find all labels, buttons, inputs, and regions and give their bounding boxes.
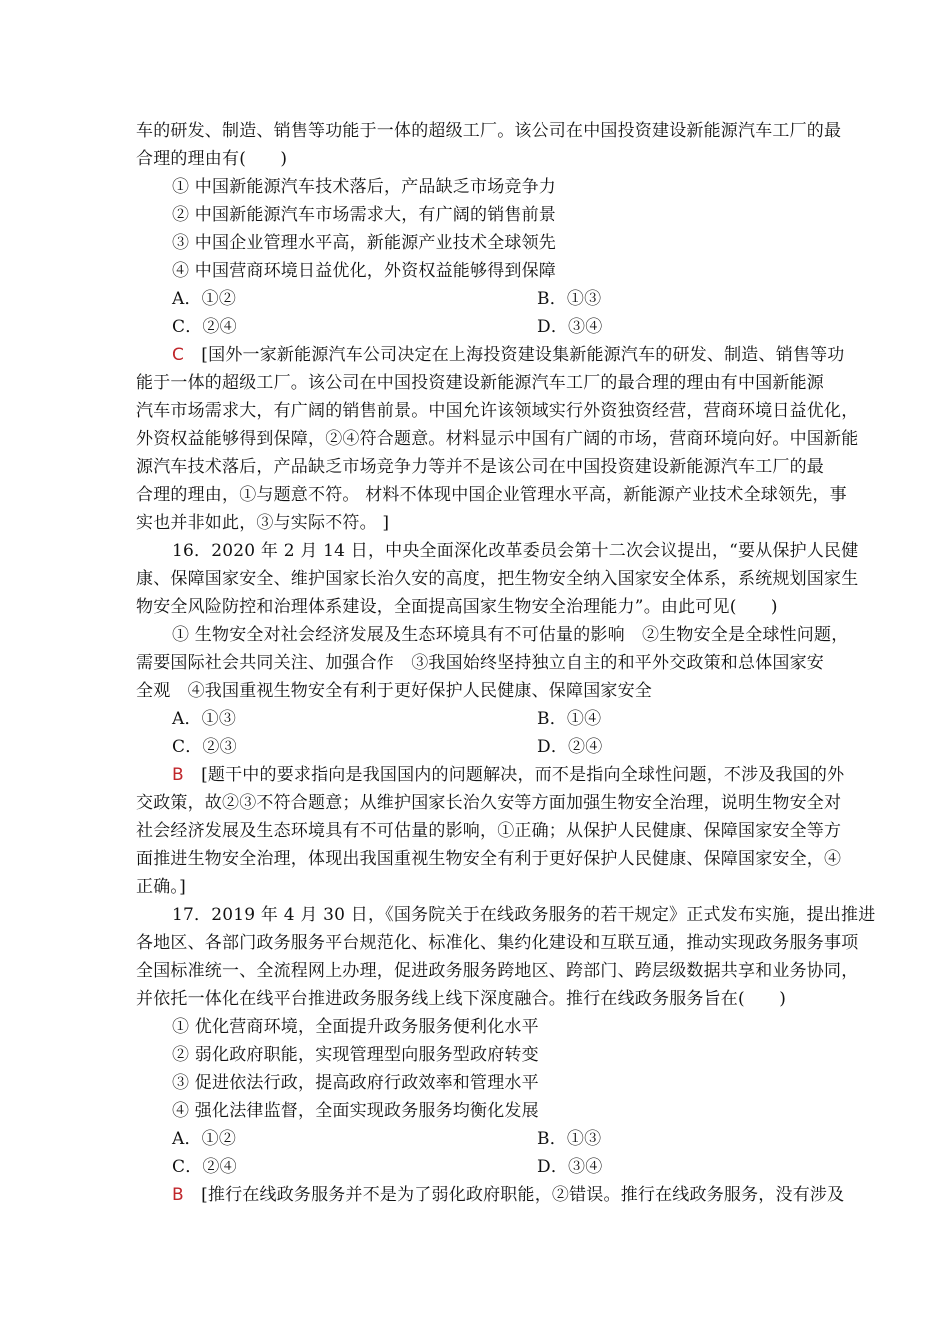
q17-choice-c: C．②④ — [172, 1157, 237, 1177]
q15-choice-c: C．②④ — [172, 317, 237, 337]
q15-choice-d: D．③④ — [537, 317, 603, 337]
q17-stem-line: 全国标准统一、全流程网上办理，促进政务服务跨地区、跨部门、跨层级数据共享和业务协同， — [136, 961, 859, 981]
q17-explanation-text: [推行在线政务服务并不是为了弱化政府职能，②错误。推行在线政务服务，没有涉及 — [201, 1185, 845, 1205]
q17-stem-line: 各地区、各部门政务服务平台规范化、标准化、集约化建设和互联互通，推动实现政务服务事项 — [136, 933, 859, 953]
q16-explanation-line: 正确。] — [136, 877, 186, 897]
q17-option-3: ③ 促进依法行政，提高政府行政效率和管理水平 — [172, 1073, 539, 1093]
q15-explanation-line: 能于一体的超级工厂。该公司在中国投资建设新能源汽车工厂的最合理的理由有中国新能源 — [136, 373, 824, 393]
q15-option-3: ③ 中国企业管理水平高，新能源产业技术全球领先 — [172, 233, 557, 253]
q16-stem-line: 16．2020 年 2 月 14 日，中央全面深化改革委员会第十二次会议提出，“要从保护人民健 — [172, 541, 859, 561]
q16-answer-letter: B — [172, 765, 184, 785]
q17-explanation-first-line — [172, 1181, 844, 1209]
q16-explanation-line: 社会经济发展及生态环境具有不可估量的影响，①正确；从保护人民健康、保障国家安全等方 — [136, 821, 842, 841]
q15-explanation-line: 汽车市场需求大，有广阔的销售前景。中国允许该领域实行外资独资经营，营商环境日益优化， — [136, 401, 859, 421]
q16-options-line: 全观 ④我国重视生物安全有利于更好保护人民健康、保障国家安全 — [136, 681, 652, 701]
q16-stem-line: 康、保障国家安全、维护国家长治久安的高度，把生物安全纳入国家安全体系，系统规划国家生 — [136, 569, 859, 589]
q17-answer-letter: B — [172, 1185, 184, 1205]
q15-answer-letter: C — [172, 345, 185, 365]
q15-stem-line: 车的研发、制造、销售等功能于一体的超级工厂。该公司在中国投资建设新能源汽车工厂的最 — [136, 121, 842, 141]
q17-option-4: ④ 强化法律监督，全面实现政务服务均衡化发展 — [172, 1101, 539, 1121]
q16-choice-c: C．②③ — [172, 737, 237, 757]
q15-choice-a: A．①② — [172, 289, 237, 309]
q15-stem-line: 合理的理由有( ) — [136, 149, 288, 169]
q16-explanation-text: [题干中的要求指向是我国国内的问题解决，而不是指向全球性问题，不涉及我国的外 — [201, 765, 845, 785]
q15-explanation-line: 外资权益能够得到保障，②④符合题意。材料显示中国有广阔的市场，营商环境向好。中国新能 — [136, 429, 859, 449]
q16-choice-d: D．②④ — [537, 737, 603, 757]
q17-choice-a: A．①② — [172, 1129, 237, 1149]
q15-choice-b: B．①③ — [537, 289, 602, 309]
q15-explanation-line: 合理的理由，①与题意不符。 材料不体现中国企业管理水平高，新能源产业技术全球领先，事 — [136, 485, 847, 505]
q17-stem-line: 17．2019 年 4 月 30 日，《国务院关于在线政务服务的若干规定》正式发布实施，提出推进 — [172, 905, 876, 925]
q16-explanation-line: 交政策，故②③不符合题意；从维护国家长治久安等方面加强生物安全治理，说明生物安全对 — [136, 793, 842, 813]
q16-explanation-first-line — [172, 761, 844, 789]
q16-stem-line: 物安全风险防控和治理体系建设，全面提高国家生物安全治理能力”。由此可见( ) — [136, 597, 778, 617]
q17-choice-d: D．③④ — [537, 1157, 603, 1177]
q16-choice-b: B．①④ — [537, 709, 602, 729]
q15-option-2: ② 中国新能源汽车市场需求大，有广阔的销售前景 — [172, 205, 557, 225]
q17-option-1: ① 优化营商环境，全面提升政务服务便利化水平 — [172, 1017, 539, 1037]
q15-explanation-first-line — [172, 341, 845, 369]
q16-options-line: 需要国际社会共同关注、加强合作 ③我国始终坚持独立自主的和平外交政策和总体国家安 — [136, 653, 824, 673]
q15-option-1: ① 中国新能源汽车技术落后，产品缺乏市场竞争力 — [172, 177, 557, 197]
q17-option-2: ② 弱化政府职能，实现管理型向服务型政府转变 — [172, 1045, 539, 1065]
q16-explanation-line: 面推进生物安全治理，体现出我国重视生物安全有利于更好保护人民健康、保障国家安全，④ — [136, 849, 842, 869]
q15-explanation-line: 实也并非如此，③与实际不符。 ] — [136, 513, 390, 533]
q15-explanation-text: [国外一家新能源汽车公司决定在上海投资建设集新能源汽车的研发、制造、销售等功 — [201, 345, 845, 365]
q16-options-line: ① 生物安全对社会经济发展及生态环境具有不可估量的影响 ②生物安全是全球性问题， — [172, 625, 849, 645]
q16-choice-a: A．①③ — [172, 709, 237, 729]
q15-option-4: ④ 中国营商环境日益优化，外资权益能够得到保障 — [172, 261, 557, 281]
q15-explanation-line: 源汽车技术落后，产品缺乏市场竞争力等并不是该公司在中国投资建设新能源汽车工厂的最 — [136, 457, 824, 477]
q17-stem-line: 并依托一体化在线平台推进政务服务线上线下深度融合。推行在线政务服务旨在( ) — [136, 989, 787, 1009]
q17-choice-b: B．①③ — [537, 1129, 602, 1149]
